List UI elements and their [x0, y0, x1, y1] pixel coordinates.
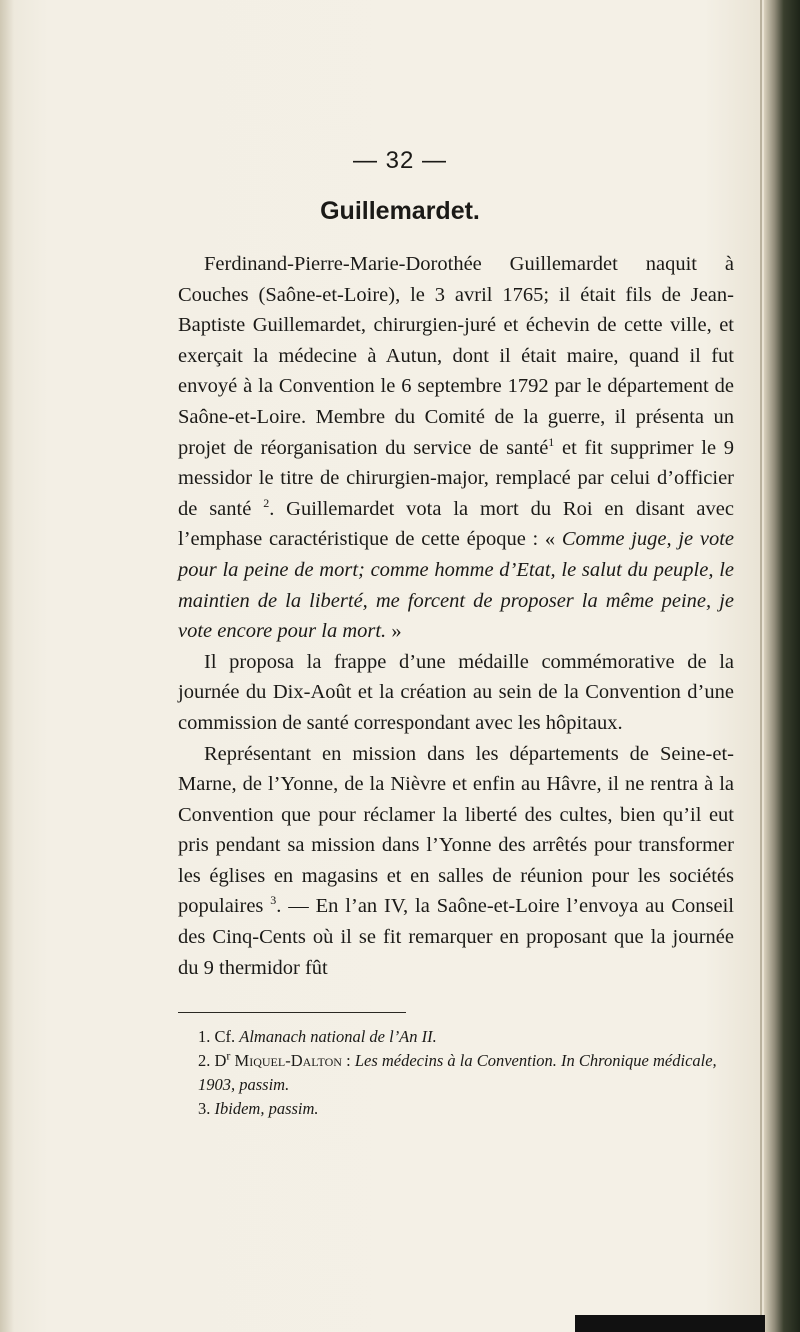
footnote-ref-1: 1 — [548, 434, 555, 449]
footnote-3-text: Ibidem, passim. — [214, 1099, 319, 1118]
page-number: — 32 — — [352, 147, 448, 174]
footnote-1-prefix: Cf. — [214, 1027, 240, 1046]
footnote-1-title: Almanach national de l’An II. — [239, 1027, 437, 1046]
page-title: Guillemardet. — [320, 197, 480, 225]
footnote-1 — [178, 1025, 734, 1049]
footnote-2-colon: : — [341, 1051, 355, 1070]
footnotes — [178, 1025, 734, 1121]
paragraph-2: Il proposa la frappe d’une médaille commémorative de la journée du Dix-Août et la création au sein de la Convention d’une commission de santé correspondant avec les hôpitaux. — [178, 650, 734, 734]
footnote-2-doctor: D — [214, 1051, 227, 1070]
paragraph-1-part-c: . Guillemardet vota la mort du Roi en disant avec l’emphase caractéristique de cette époque : « — [178, 497, 734, 551]
paragraph-1-part-a: Ferdinand-Pierre-Marie-Dorothée Guillemardet naquit à Couches (Saône-et-Loire), le 3 avril 1765; il était fils de Jean-Baptiste Guillemardet, chirurgien-juré et échevin de cette ville, et exerçait la médecine à Autun, dont il était maire, quand il fut envoyé à la Convention le 6 septembre 1792 par le département de Saône-et-Loire. Membre du Comité de la guerre, il présenta un projet de réorganisation du service de santé — [178, 253, 734, 459]
footnote-ref-2: 2 — [263, 495, 270, 510]
footnote-separator — [178, 1012, 406, 1013]
footnote-2-number: 2. — [198, 1051, 215, 1070]
paragraph-3-part-b: . — En l’an IV, la Saône-et-Loire l’envoya au Conseil des Cinq-Cents où il se fit remarquer en proposant que la journée du 9 thermidor fût — [178, 895, 734, 979]
footnote-1-number: 1. — [198, 1027, 215, 1046]
vote-quote: Comme juge, je vote pour la peine de mort; comme homme d’Etat, le salut du peuple, le maintien de la liberté, me forcent de proposer la même peine, je vote encore pour la mort. — [178, 528, 734, 643]
footnote-2 — [178, 1049, 734, 1097]
footnote-3 — [178, 1097, 734, 1121]
footnote-2-author: Miquel-Dalton — [230, 1051, 342, 1070]
body-text — [178, 249, 734, 983]
paragraph-3-part-a: Représentant en mission dans les départements de Seine-et-Marne, de l’Yonne, de la Nièvre et enfin au Hâvre, il ne rentra à la Convention que pour réclamer la liberté des cultes, bien qu’il eut pris pendant sa mission dans l’Yonne des arrêtés pour transformer les églises en magasins et en salles de réunion pour les sociétés populaires — [178, 742, 734, 918]
paragraph-1 — [178, 249, 734, 647]
paragraph-3 — [178, 739, 734, 984]
scan-dark-edge — [575, 1315, 765, 1332]
footnote-ref-3: 3 — [270, 893, 277, 908]
footnote-2-doctor-sup: r — [226, 1048, 231, 1063]
paragraph-1-part-b: et fit supprimer le 9 messidor le titre de chirurgien-major, remplacé par celui d’officier de santé — [178, 436, 734, 520]
paragraph-1-part-d: » — [386, 620, 402, 643]
footnote-3-number: 3. — [198, 1099, 215, 1118]
footnote-2-title: Les médecins à la Convention. In Chronique médicale, 1903, passim. — [198, 1051, 717, 1094]
